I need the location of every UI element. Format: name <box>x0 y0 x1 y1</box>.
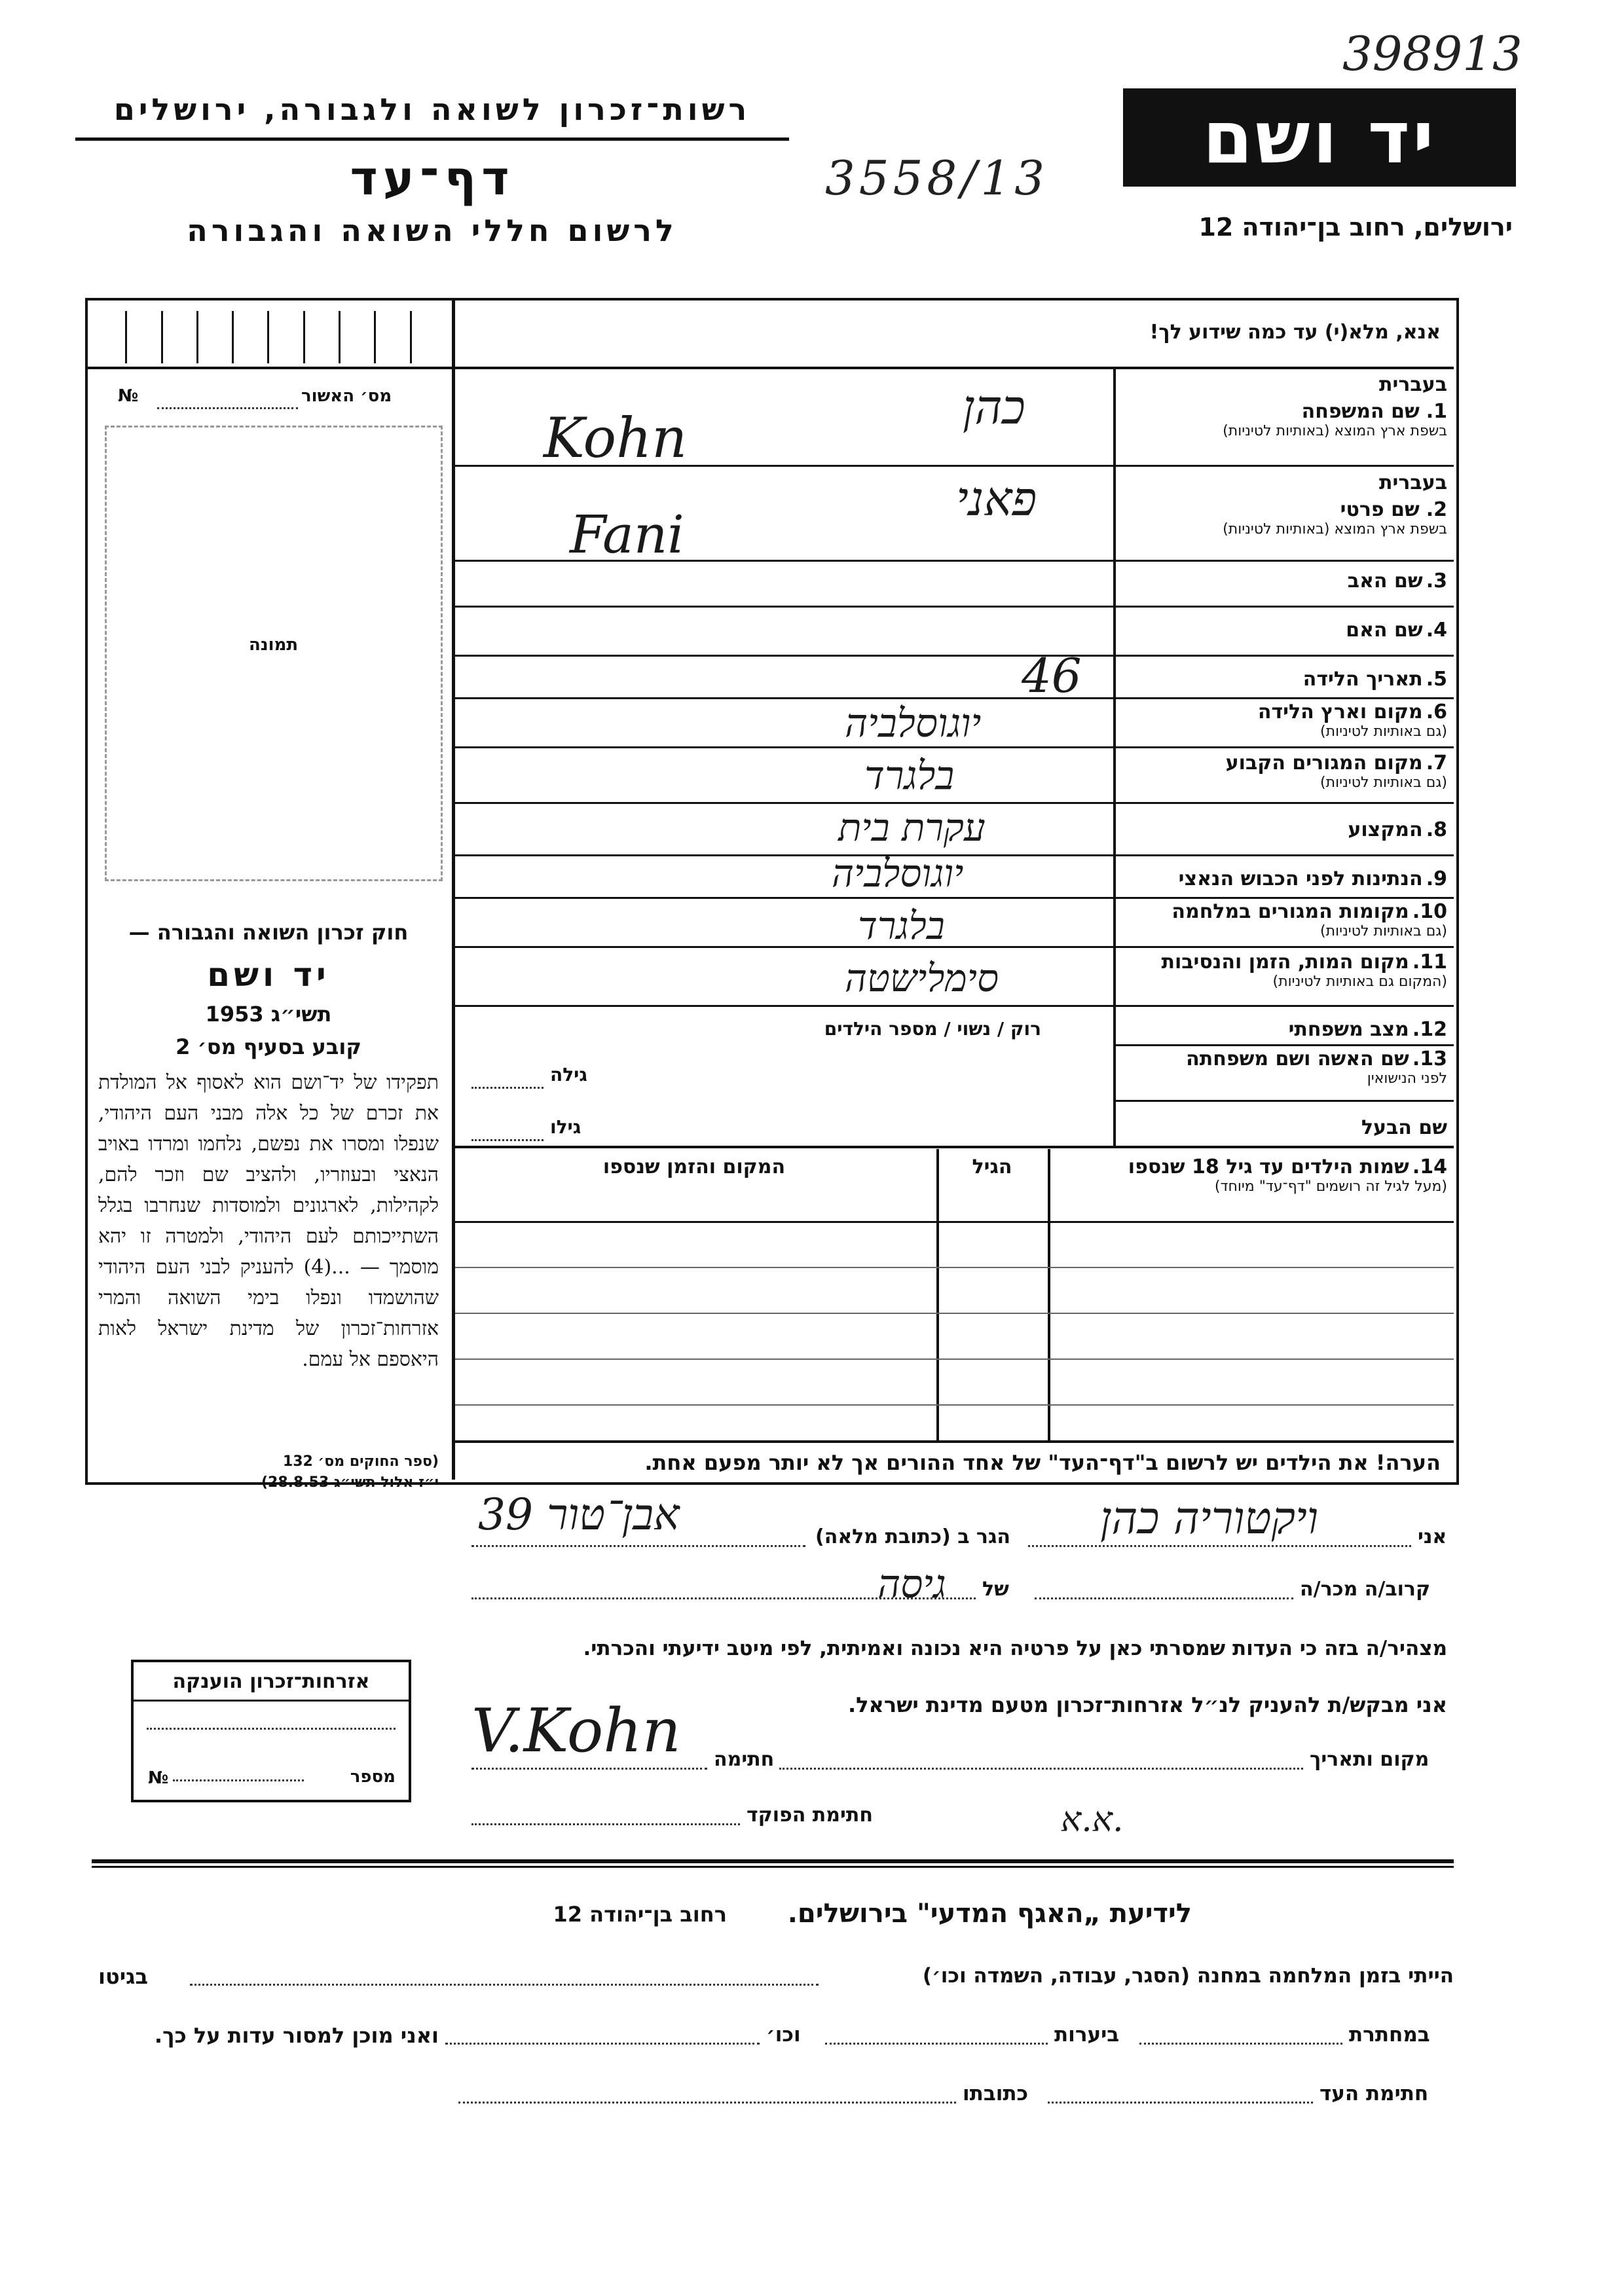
field-residence <box>1120 752 1447 791</box>
row-rule <box>455 897 1454 899</box>
intro-rule <box>455 367 1454 369</box>
footer-rule <box>92 1859 1454 1863</box>
field-number: 8. <box>1426 818 1447 841</box>
address-label: הגר ב (כתובת מלאה) <box>815 1525 1011 1548</box>
field-number: 2. <box>1426 498 1447 521</box>
ghetto-label: בגיטו <box>98 1964 148 1989</box>
children-row-rule <box>455 1404 1454 1406</box>
field-label: מקום המגורים הקבוע <box>1225 752 1423 774</box>
field-label: שם פרטי <box>1340 498 1420 521</box>
nationality-value[interactable]: יוגוסלביה <box>832 851 964 896</box>
header-address: ירושלים, רחוב בן־יהודה 12 <box>1198 213 1513 242</box>
age-label: גילה <box>550 1064 587 1085</box>
yad-vashem-logo: יד ושם <box>1123 88 1516 187</box>
field-marital-status <box>1120 1018 1447 1041</box>
underground-label: במחתרת <box>1349 2023 1430 2047</box>
field-number: 7. <box>1426 752 1447 774</box>
field-label: שם האשה ושם משפחתה <box>1186 1048 1409 1070</box>
row-rule <box>455 746 1454 748</box>
row-rule <box>455 697 1454 699</box>
law-clause: קובע בסעיף מס׳ 2 <box>175 1034 361 1059</box>
field-profession <box>1120 818 1447 841</box>
field-sublabel: (גם באותיות לטיניות) <box>1320 923 1447 939</box>
children-name-sublabel: (מעל לגיל זה רושמים "דף־עד" מיוחד) <box>1214 1178 1447 1195</box>
field-birth-date <box>1120 668 1447 691</box>
in-hebrew-label: בעברית <box>1379 471 1447 494</box>
field-sublabel: בשפת ארץ המוצא (באותיות לטיניות) <box>1223 423 1447 439</box>
law-year: תשי״ג 1953 <box>205 1002 332 1027</box>
field-label: שם האב <box>1347 570 1423 592</box>
relation-field[interactable] <box>1035 1597 1293 1599</box>
form-subtitle: לרשום חללי השואה והגבורה <box>187 213 678 248</box>
forests-field[interactable] <box>825 2043 1048 2045</box>
field-label: מקום וארץ הלידה <box>1257 701 1423 723</box>
witness-signature-label: חתימת העד <box>1320 2082 1429 2105</box>
field-label: מקומות המגורים במלחמה <box>1172 900 1409 923</box>
underground-field[interactable] <box>1139 2043 1342 2045</box>
birth-date-value[interactable]: 46 <box>1022 648 1082 703</box>
law-name: יד ושם <box>207 956 330 994</box>
children-row-rule <box>455 1267 1454 1268</box>
children-col-divider <box>1048 1149 1050 1440</box>
footer-line1: הייתי בזמן המלחמה במחנה (הסגר, עבודה, השמדה וכו׳) <box>922 1964 1454 1988</box>
family-name-hebrew-value[interactable]: כהן <box>963 380 1025 435</box>
field-number: 4. <box>1426 619 1447 642</box>
citizenship-blank-line[interactable] <box>147 1728 396 1730</box>
signature-value[interactable]: V.Kohn <box>471 1696 681 1766</box>
row-rule <box>455 1005 1454 1007</box>
witness-address-field[interactable] <box>458 2102 956 2104</box>
field-wartime-residence <box>1120 900 1447 939</box>
field-father-name <box>1120 570 1447 592</box>
footer-address: רחוב בן־יהודה 12 <box>553 1902 727 1927</box>
death-place-value[interactable]: סימלישטה <box>845 956 999 1000</box>
children-header-rule <box>455 1221 1454 1223</box>
field-label: שם המשפחה <box>1301 400 1420 423</box>
signature-field[interactable] <box>471 1768 707 1770</box>
first-name-hebrew-value[interactable]: פאני <box>956 471 1037 526</box>
field-death-place <box>1120 951 1447 990</box>
field-label: מצב משפחתי <box>1288 1018 1409 1041</box>
children-col-divider <box>936 1149 939 1440</box>
reference-number: 3558/13 <box>825 151 1049 206</box>
address-value[interactable]: אבן־טור 39 <box>478 1489 680 1540</box>
relation-value[interactable]: גיסה <box>877 1561 946 1607</box>
field-mother-name <box>1120 619 1447 642</box>
citizenship-number-symbol: № <box>148 1768 169 1788</box>
witness-address-label: כתובתו <box>963 2082 1029 2105</box>
officer-signature-label: חתימת הפוקד <box>747 1804 873 1827</box>
form-title: דף־עד <box>350 151 515 206</box>
profession-value[interactable]: עקרת בית <box>838 805 986 850</box>
row-rule <box>1113 1044 1454 1046</box>
law-heading: חוק זכרון השואה והגבורה — <box>128 920 409 945</box>
camp-field[interactable] <box>190 1984 819 1986</box>
footer-rule-2 <box>92 1866 1454 1868</box>
row-rule <box>455 655 1454 657</box>
law-source-2: י״ז אלול תשי״ג 28.8.53) <box>261 1474 439 1491</box>
approval-number-symbol: № <box>118 386 139 406</box>
authority-line: רשות־זכרון לשואה ולגבורה, ירושלים <box>113 92 751 127</box>
citizenship-number-label: מספר <box>350 1767 396 1787</box>
etc-label: וכו׳ <box>766 2023 801 2047</box>
field-number: 11. <box>1412 951 1447 974</box>
place-date-label: מקום ותאריך <box>1310 1748 1430 1771</box>
etc-field[interactable] <box>445 2043 760 2045</box>
field-number: 3. <box>1426 570 1447 592</box>
field-number: 12. <box>1412 1018 1447 1041</box>
field-nationality <box>1120 867 1447 890</box>
first-name-latin-value[interactable]: Fani <box>570 504 684 565</box>
of-label: של <box>982 1578 1009 1601</box>
age-field[interactable] <box>471 1087 544 1089</box>
field-number: 13. <box>1412 1048 1447 1070</box>
marital-options[interactable]: רוק / נשוי / מספר הילדים <box>824 1018 1041 1040</box>
field-sublabel: (המקום גם באותיות לטיניות) <box>1272 974 1447 990</box>
witness-signature-field[interactable] <box>1048 2102 1313 2104</box>
declaration-statement: מצהיר/ה בזה כי העדות שמסרתי כאן על פרטיה היא נכונה ואמיתית, לפי מיטב ידיעתי והכרתי. <box>583 1637 1447 1660</box>
husband-age-label: גילו <box>550 1116 581 1138</box>
residence-value[interactable]: בלגרד <box>864 753 955 799</box>
left-column-divider <box>452 298 455 1480</box>
law-source-1: (ספר החוקים מס׳ 132 <box>282 1453 439 1470</box>
signature-label: חתימה <box>714 1748 775 1771</box>
in-hebrew-label: בעברית <box>1379 373 1447 396</box>
corner-number: 398913 <box>1342 26 1522 81</box>
footer-title: לידיעת „האגף המדעי" בירושלים. <box>787 1899 1192 1929</box>
declarant-field[interactable] <box>1028 1545 1411 1547</box>
citizenship-number-field[interactable] <box>173 1779 304 1781</box>
memorial-citizenship-box <box>131 1660 411 1802</box>
field-sublabel: לפני הנישואין <box>1367 1070 1447 1087</box>
address-field[interactable] <box>471 1545 805 1547</box>
declarant-label: אני <box>1418 1525 1447 1548</box>
officer-signature-field[interactable] <box>471 1823 740 1825</box>
children-place-header: המקום והזמן שנספו <box>602 1156 786 1178</box>
children-name-header <box>1054 1156 1447 1195</box>
field-number: 9. <box>1426 867 1447 890</box>
children-row-rule <box>455 1313 1454 1314</box>
forests-label: ביערות <box>1054 2023 1120 2047</box>
children-name-label: שמות הילדים עד גיל 18 שנספו <box>1128 1156 1409 1178</box>
row-rule <box>455 946 1454 948</box>
form-intro: אנא, מלא(י) עד כמה שידוע לך! <box>1149 321 1441 344</box>
field-number: 5. <box>1426 668 1447 691</box>
wartime-residence-value[interactable]: בלגרד <box>858 903 945 948</box>
photo-label: תמונה <box>249 635 299 655</box>
law-text: תפקידו של יד־ושם הוא לאסוף אל המולדת את זכרם של כל אלה מבני העם היהודי, שנפלו ומסרו את נפשם, נלחמו ומרדו באויב הנאצי ובעוזריו, ולהציב שם וזכר להם, לקהילות, לארגונים ולמוסדות שנחרבו בגלל השתייכותם לעם היהודי, ולמטרה זו יהא מוסמך — ...(4) להעניק לבני העם היהודי שהושמדו ונפלו בימי השואה והמרי אזרחות־זכרון של מדינת ישראל לאות היאספם אל עמם. <box>98 1071 439 1371</box>
children-age-header: הגיל <box>972 1156 1012 1178</box>
field-label: מקום המות, הזמן והנסיבות <box>1161 951 1409 974</box>
field-sublabel: (גם באותיות לטיניות) <box>1320 774 1447 791</box>
citizenship-title: אזרחות־זכרון הוענקה <box>134 1670 409 1702</box>
approval-code-boxes <box>92 311 445 363</box>
place-date-field[interactable] <box>779 1768 1303 1770</box>
field-sublabel: (גם באותיות לטיניות) <box>1320 723 1447 740</box>
officer-signature-value[interactable]: א.א. <box>1061 1800 1124 1840</box>
children-row-rule <box>455 1358 1454 1360</box>
birth-place-value[interactable]: יוגוסלביה <box>845 701 982 746</box>
declaration-request: אני מבקש/ת להעניק לנ״ל אזרחות־זכרון מטעם מדינת ישראל. <box>848 1692 1447 1717</box>
row-rule <box>455 802 1454 804</box>
children-bottom-rule <box>455 1440 1454 1443</box>
label-column-divider <box>1113 367 1116 1146</box>
husband-age-field[interactable] <box>471 1139 544 1141</box>
field-number: 1. <box>1426 400 1447 423</box>
children-note: הערה! את הילדים יש לרשום ב"דף־העד" של אחד ההורים אך לא יותר מפעם אחת. <box>644 1450 1441 1475</box>
row-rule <box>455 606 1454 608</box>
field-label: הנתינות לפני הכבוש הנאצי <box>1178 867 1423 890</box>
field-wife-maiden-name <box>1120 1048 1447 1087</box>
row-rule <box>455 1146 1454 1148</box>
family-name-latin-value[interactable]: Kohn <box>544 406 688 470</box>
field-label: שם האם <box>1346 619 1423 642</box>
field-first-name <box>1120 471 1447 563</box>
approval-rule <box>85 367 455 369</box>
declarant-name-value[interactable]: ויקטוריה כהן <box>1100 1493 1319 1544</box>
field-birth-place <box>1120 701 1447 740</box>
field-family-name <box>1120 373 1447 465</box>
field-label: תאריך הלידה <box>1302 668 1423 691</box>
husband-name-label: שם הבעל <box>1361 1116 1447 1139</box>
field-label: המקצוע <box>1348 818 1423 841</box>
approval-field[interactable] <box>157 407 298 409</box>
field-number: 10. <box>1412 900 1447 923</box>
header-rule <box>75 137 789 141</box>
relation-label: קרוב/ה מכר/ה <box>1300 1578 1431 1601</box>
field-number: 14. <box>1412 1156 1447 1178</box>
row-rule <box>1113 1100 1454 1102</box>
field-number: 6. <box>1426 701 1447 723</box>
approval-label: מס׳ האשור <box>301 386 392 406</box>
testimony-offer: ואני מוכן למסור עדות על כך. <box>154 2023 439 2048</box>
field-sublabel: בשפת ארץ המוצא (באותיות לטיניות) <box>1223 521 1447 538</box>
